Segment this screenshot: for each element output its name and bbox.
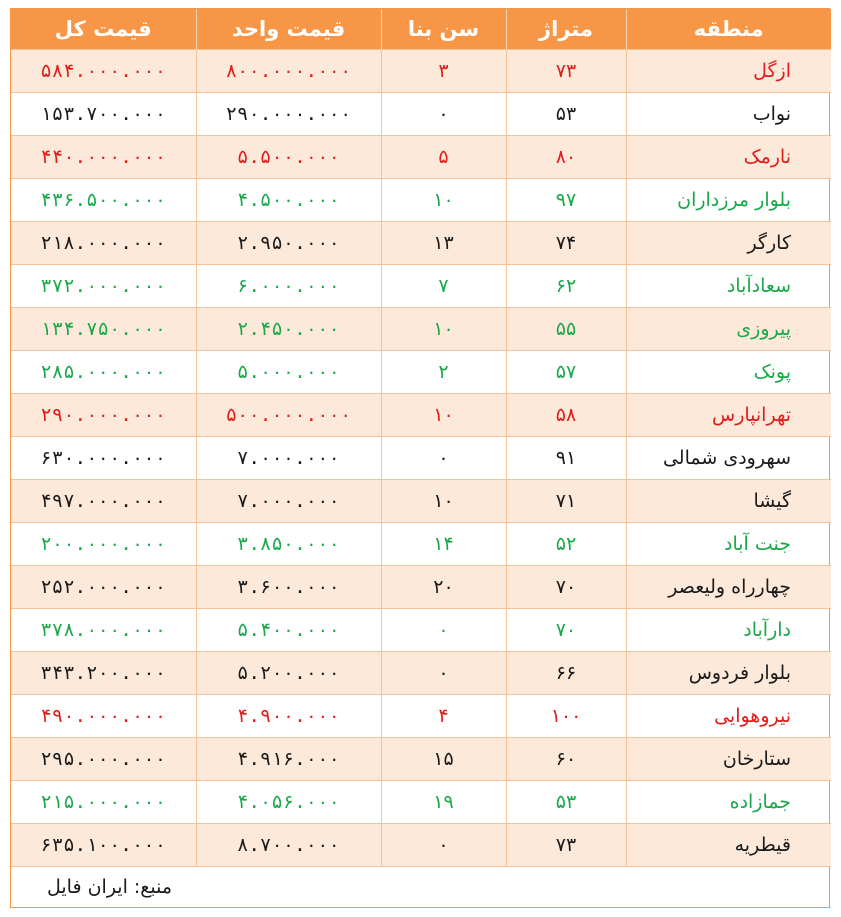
cell-area: ۷۰	[506, 609, 626, 652]
cell-age: ۰	[381, 93, 506, 136]
cell-region: بلوار مرزداران	[626, 179, 831, 222]
cell-area: ۵۸	[506, 394, 626, 437]
header-total-price: قیمت کل	[11, 9, 196, 50]
table-row	[11, 136, 831, 179]
cell-region: گیشا	[626, 480, 831, 523]
cell-total-price: ۴۴۰.۰۰۰.۰۰۰	[11, 136, 196, 179]
cell-age: ۵	[381, 136, 506, 179]
table-row	[11, 523, 831, 566]
cell-age: ۱۰	[381, 480, 506, 523]
cell-region: کارگر	[626, 222, 831, 265]
cell-total-price: ۶۳۰.۰۰۰.۰۰۰	[11, 437, 196, 480]
cell-region: سعادآباد	[626, 265, 831, 308]
cell-area: ۹۱	[506, 437, 626, 480]
cell-unit-price: ۷.۰۰۰.۰۰۰	[196, 480, 381, 523]
cell-area: ۷۳	[506, 50, 626, 93]
cell-total-price: ۶۳۵.۱۰۰.۰۰۰	[11, 824, 196, 867]
cell-total-price: ۲۸۵.۰۰۰.۰۰۰	[11, 351, 196, 394]
cell-area: ۵۳	[506, 781, 626, 824]
cell-total-price: ۳۷۲.۰۰۰.۰۰۰	[11, 265, 196, 308]
cell-unit-price: ۵.۰۰۰.۰۰۰	[196, 351, 381, 394]
cell-age: ۱۳	[381, 222, 506, 265]
table-header	[11, 9, 831, 50]
cell-unit-price: ۵.۴۰۰.۰۰۰	[196, 609, 381, 652]
cell-total-price: ۴۹۷.۰۰۰.۰۰۰	[11, 480, 196, 523]
cell-age: ۷	[381, 265, 506, 308]
table-row	[11, 394, 831, 437]
cell-area: ۵۲	[506, 523, 626, 566]
cell-total-price: ۴۹۰.۰۰۰.۰۰۰	[11, 695, 196, 738]
table-row	[11, 50, 831, 93]
cell-total-price: ۲۵۲.۰۰۰.۰۰۰	[11, 566, 196, 609]
cell-age: ۱۴	[381, 523, 506, 566]
cell-region: نواب	[626, 93, 831, 136]
cell-unit-price: ۶.۰۰۰.۰۰۰	[196, 265, 381, 308]
cell-total-price: ۳۴۳.۲۰۰.۰۰۰	[11, 652, 196, 695]
cell-area: ۹۷	[506, 179, 626, 222]
table-row	[11, 566, 831, 609]
cell-region: بلوار فردوس	[626, 652, 831, 695]
cell-age: ۱۰	[381, 308, 506, 351]
cell-area: ۶۰	[506, 738, 626, 781]
cell-region: پونک	[626, 351, 831, 394]
table-row	[11, 351, 831, 394]
table-row	[11, 437, 831, 480]
cell-unit-price: ۴.۵۰۰.۰۰۰	[196, 179, 381, 222]
cell-unit-price: ۸.۷۰۰.۰۰۰	[196, 824, 381, 867]
cell-unit-price: ۵.۵۰۰.۰۰۰	[196, 136, 381, 179]
cell-unit-price: ۲.۹۵۰.۰۰۰	[196, 222, 381, 265]
cell-unit-price: ۸۰۰.۰۰۰.۰۰۰	[196, 50, 381, 93]
table-row	[11, 738, 831, 781]
header-area: متراژ	[506, 9, 626, 50]
cell-area: ۷۰	[506, 566, 626, 609]
table-row	[11, 824, 831, 867]
cell-region: تهرانپارس	[626, 394, 831, 437]
table-row	[11, 308, 831, 351]
table-row	[11, 652, 831, 695]
table-row	[11, 695, 831, 738]
cell-total-price: ۱۵۳.۷۰۰.۰۰۰	[11, 93, 196, 136]
cell-age: ۳	[381, 50, 506, 93]
cell-unit-price: ۴.۰۵۶.۰۰۰	[196, 781, 381, 824]
cell-region: جمازاده	[626, 781, 831, 824]
price-table-container	[10, 8, 830, 908]
cell-area: ۷۱	[506, 480, 626, 523]
cell-age: ۰	[381, 824, 506, 867]
cell-area: ۵۷	[506, 351, 626, 394]
cell-area: ۶۲	[506, 265, 626, 308]
table-body	[11, 50, 831, 867]
cell-total-price: ۱۳۴.۷۵۰.۰۰۰	[11, 308, 196, 351]
cell-region: سهرودی شمالی	[626, 437, 831, 480]
cell-total-price: ۴۳۶.۵۰۰.۰۰۰	[11, 179, 196, 222]
cell-region: ستارخان	[626, 738, 831, 781]
cell-region: نارمک	[626, 136, 831, 179]
table-row	[11, 781, 831, 824]
cell-area: ۵۵	[506, 308, 626, 351]
cell-total-price: ۲۰۰.۰۰۰.۰۰۰	[11, 523, 196, 566]
cell-age: ۱۰	[381, 394, 506, 437]
cell-area: ۶۶	[506, 652, 626, 695]
cell-total-price: ۲۱۵.۰۰۰.۰۰۰	[11, 781, 196, 824]
cell-total-price: ۲۱۸.۰۰۰.۰۰۰	[11, 222, 196, 265]
cell-region: نیروهوایی	[626, 695, 831, 738]
cell-area: ۱۰۰	[506, 695, 626, 738]
cell-total-price: ۳۷۸.۰۰۰.۰۰۰	[11, 609, 196, 652]
cell-area: ۵۳	[506, 93, 626, 136]
header-row	[11, 9, 831, 50]
cell-unit-price: ۳.۸۵۰.۰۰۰	[196, 523, 381, 566]
cell-unit-price: ۴.۹۰۰.۰۰۰	[196, 695, 381, 738]
cell-age: ۰	[381, 652, 506, 695]
cell-region: جنت آباد	[626, 523, 831, 566]
cell-age: ۰	[381, 437, 506, 480]
cell-age: ۲	[381, 351, 506, 394]
cell-unit-price: ۳.۶۰۰.۰۰۰	[196, 566, 381, 609]
cell-age: ۴	[381, 695, 506, 738]
cell-total-price: ۲۹۵.۰۰۰.۰۰۰	[11, 738, 196, 781]
table-row	[11, 222, 831, 265]
price-table	[11, 9, 831, 866]
header-age: سن بنا	[381, 9, 506, 50]
source-text: منبع: ایران فایل	[47, 876, 173, 898]
table-row	[11, 179, 831, 222]
cell-unit-price: ۲۹۰.۰۰۰.۰۰۰	[196, 93, 381, 136]
cell-age: ۱۹	[381, 781, 506, 824]
cell-region: پیروزی	[626, 308, 831, 351]
cell-area: ۸۰	[506, 136, 626, 179]
cell-age: ۲۰	[381, 566, 506, 609]
cell-unit-price: ۲.۴۵۰.۰۰۰	[196, 308, 381, 351]
cell-unit-price: ۴.۹۱۶.۰۰۰	[196, 738, 381, 781]
cell-region: دارآباد	[626, 609, 831, 652]
table-row	[11, 480, 831, 523]
table-row	[11, 265, 831, 308]
cell-unit-price: ۵۰۰.۰۰۰.۰۰۰	[196, 394, 381, 437]
header-region: منطقه	[626, 9, 831, 50]
source-note	[11, 866, 829, 907]
table-row	[11, 93, 831, 136]
cell-total-price: ۲۹۰.۰۰۰.۰۰۰	[11, 394, 196, 437]
cell-total-price: ۵۸۴.۰۰۰.۰۰۰	[11, 50, 196, 93]
cell-region: قیطریه	[626, 824, 831, 867]
table-row	[11, 609, 831, 652]
cell-region: چهارراه ولیعصر	[626, 566, 831, 609]
cell-area: ۷۴	[506, 222, 626, 265]
cell-age: ۱۵	[381, 738, 506, 781]
cell-area: ۷۳	[506, 824, 626, 867]
cell-unit-price: ۵.۲۰۰.۰۰۰	[196, 652, 381, 695]
header-unit-price: قیمت واحد	[196, 9, 381, 50]
cell-age: ۰	[381, 609, 506, 652]
cell-age: ۱۰	[381, 179, 506, 222]
cell-region: ازگل	[626, 50, 831, 93]
cell-unit-price: ۷.۰۰۰.۰۰۰	[196, 437, 381, 480]
